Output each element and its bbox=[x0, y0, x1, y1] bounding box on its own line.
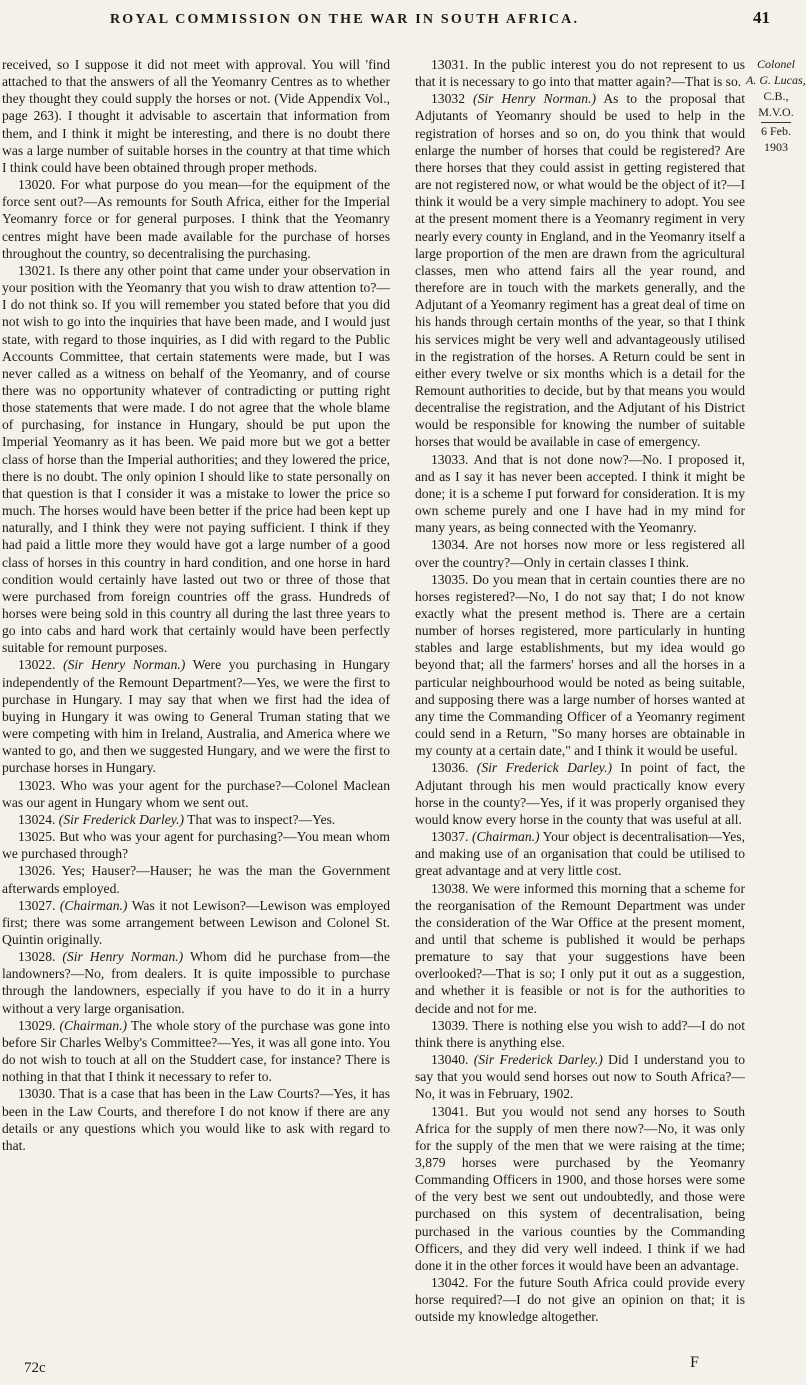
left-paragraph bbox=[2, 56, 390, 176]
speaker-name: (Sir Henry Norman.) bbox=[473, 91, 596, 107]
left-paragraph bbox=[2, 897, 390, 948]
question-number: 13024. bbox=[18, 811, 56, 827]
paragraph-text: In the public interest you do not represent to us that it is necessary to go into that matter again?—That is so. bbox=[415, 57, 745, 90]
right-paragraph bbox=[415, 1017, 745, 1051]
right-paragraph bbox=[415, 90, 745, 450]
left-paragraph bbox=[2, 1085, 390, 1154]
header-title: ROYAL COMMISSION ON THE WAR IN SOUTH AFRICA. bbox=[110, 12, 580, 27]
witness-margin-note bbox=[746, 56, 806, 155]
left-paragraph bbox=[2, 828, 390, 862]
paragraph-text: That was to inspect?—Yes. bbox=[187, 811, 336, 827]
left-paragraph bbox=[2, 656, 390, 776]
paragraph-text: We were informed this morning that a scheme for the reorganisation of the Remount Department was under the consideration of the War Office at the present moment, and until that scheme is published it would be perhaps premature to say that your suggestions have been overlooked?—That is so; I only put it out as a suggestion, and whether it is feasible or not is for the authorities to decide and not for me. bbox=[415, 880, 745, 1016]
paragraph-text: Yes; Hauser?—Hauser; he was the man the Government afterwards employed. bbox=[2, 863, 390, 896]
question-number: 13031. bbox=[431, 57, 469, 72]
question-number: 13022. bbox=[18, 657, 56, 673]
witness-rank: Colonel bbox=[757, 57, 795, 71]
paragraph-text: That is a case that has been in the Law Courts?—Yes, it has been in the Law Courts, and therefore I do not know if there are any details or any questions which you would like to ask with regard to that. bbox=[2, 1086, 391, 1153]
question-number: 13030. bbox=[18, 1086, 56, 1102]
paragraph-text: Are not horses now more or less registered all over the country?—Only in certain classes I think. bbox=[415, 537, 745, 570]
right-paragraph bbox=[415, 1274, 745, 1325]
right-paragraph bbox=[415, 1051, 745, 1102]
paragraph-text: And that is not done now?—No. I proposed it, and as I say it has never been accepted. I think it might be done; it is a scheme I put forward for consideration. It is my own scheme purely and one I have had in my mind for many years, as being connected with the Yeomanry. bbox=[415, 451, 745, 536]
question-number: 13028. bbox=[18, 949, 56, 965]
signature-mark: 72c bbox=[24, 1360, 46, 1376]
right-paragraph bbox=[415, 451, 745, 537]
speaker-name: (Sir Henry Norman.) bbox=[63, 657, 186, 673]
question-number: 13037. bbox=[431, 829, 469, 845]
left-paragraph bbox=[2, 862, 390, 896]
question-number: 13034. bbox=[431, 537, 469, 553]
paragraph-text: There is nothing else you wish to add?—I do not think there is anything else. bbox=[415, 1017, 745, 1050]
paragraph-text: Do you mean that in certain counties there are no horses registered?—No, I do not say that; I do not know exactly what the present method is. There are a certain number of horses registered, more particularly in hunting stables and large establishments, but my idea would go beyond that; all the farmers' horses and all the horses in a particular neighbourhood would be noted as being suitable, and supposing there was a large number of horses wanted at any time the Commanding Officer of a Yeomanry regiment could send in a Return, "So many horses are obtainable in my county at a certain date," and I think it would be useful. bbox=[415, 571, 745, 759]
question-number: 13033. bbox=[431, 451, 469, 467]
paragraph-text: Did I understand you to say that you would send horses out now to South Africa?—No, it was in February, 1902. bbox=[415, 1052, 746, 1102]
evidence-date: 6 Feb. 1903 bbox=[761, 124, 791, 154]
running-header bbox=[110, 8, 770, 28]
speaker-name: (Sir Henry Norman.) bbox=[62, 949, 184, 965]
left-text-column bbox=[2, 56, 390, 1154]
left-paragraph bbox=[2, 262, 390, 657]
question-number: 13027. bbox=[18, 897, 56, 913]
question-number: 13041. bbox=[431, 1103, 469, 1119]
paragraph-text: Whom did he purchase from—the landowners?—No, from dealers. It is quite impossible to purchase through the landowners, especially if you have to do it in a hurry without a very large organisation. bbox=[2, 949, 391, 1016]
witness-name: A. G. Lucas, bbox=[746, 73, 806, 87]
left-paragraph bbox=[2, 176, 390, 262]
paragraph-text: As to the proposal that Adjutants of Yeomanry should be used to help in the registration of horses and so on, do you think that would enlarge the number of horses that could be registered? Are there horses that they could assist in getting registered that are not registered now, or what would be the object of it?—I think it would be a very simple machinery to adopt. You see at the present moment there is a Yeomanry regiment in very nearly every county in England, and in the Yeomanry itself a large proportion of the men are drawn from the agricultural classes, men who attend fairs all the year round, and therefore are in touch with the markets generally, and the Adjutant of a Yeomanry regiment has a great deal of time on his hands through certain months of the year, so that I think his services might be very well and advantageously utilised in the registration of the horses. A Return could be sent in either every twelve or six months which is a detail for the Remount authorities to decide, but by that means you would decentralise the registration, and the Adjutant of his District would be responsible for knowing the number of suitable horses that would be available in case of emergency. bbox=[415, 91, 745, 450]
right-paragraph bbox=[415, 56, 745, 90]
right-paragraph bbox=[415, 571, 745, 760]
paragraph-text: For what purpose do you mean—for the equipment of the force sent out?—As remounts for South Africa, either for the Imperial Yeomanry force or for general purposes. I think that the Yeomanry centres might have been made available for the purchase of horses throughout the country, so decentralising the purchasing. bbox=[2, 177, 391, 261]
speaker-name: (Chairman.) bbox=[59, 897, 128, 913]
paragraph-text: Was it not Lewison?—Lewison was employed first; there was some arrangement between Lewison and Colonel St. Quintin originally. bbox=[2, 897, 391, 947]
question-number: 13021. bbox=[18, 262, 56, 278]
question-number: 13035. bbox=[431, 571, 469, 587]
right-paragraph bbox=[415, 880, 745, 1017]
paragraph-text: For the future South Africa could provide every horse required?—I do not give an opinion on that; it is outside my knowledge altogether. bbox=[415, 1275, 746, 1325]
question-number: 13042. bbox=[431, 1275, 469, 1291]
paragraph-text: received, so I suppose it did not meet with approval. You will 'find attached to that the answers of all the Yeomanry Centres as to whether they thought they could supply the horses or not. (Vide Appendix Vol., page 263). I thought it advisable to ascertain that information from them, and I think it might be interesting, and there is no doubt there was a large number of suitable horses in the country at that time which I think could have been obtained through proper methods. bbox=[2, 57, 390, 175]
speaker-name: (Sir Frederick Darley.) bbox=[476, 760, 613, 776]
paragraph-text: Were you purchasing in Hungary independently of the Remount Department?—Yes, we were the first to purchase in Hungary. I may say that when we first had the idea of buying in Hungary it was owing to General Truman stating that we were competing with him in Ireland, Australia, and America where we wanted to go, and then we suggested Hungary, and we were the first to purchase horses in Hungary. bbox=[2, 657, 391, 776]
question-number: 13039. bbox=[431, 1017, 469, 1033]
paragraph-text: The whole story of the purchase was gone into before Sir Charles Welby's Committee?—Yes, it was all gone into. You do not wish to touch at all on the Studdert case, for instance? There is nothing in that that I think it necessary to refer to. bbox=[2, 1017, 391, 1085]
paragraph-text: In point of fact, the Adjutant through his men would practically know every horse in the county?—Yes, if it was properly organised they would know every horse in the county that was useful at all. bbox=[415, 760, 745, 827]
speaker-name: (Sir Frederick Darley.) bbox=[473, 1052, 603, 1068]
sheet-signature: F bbox=[690, 1354, 699, 1371]
question-number: 13038. bbox=[431, 880, 469, 896]
right-paragraph bbox=[415, 1103, 745, 1275]
speaker-name: (Chairman.) bbox=[59, 1017, 128, 1033]
question-number: 13026. bbox=[18, 863, 56, 879]
question-number: 13029. bbox=[18, 1017, 56, 1033]
paragraph-text: Is there any other point that came under your observation in your position with the Yeomanry that you wish to draw attention to?—I do not think so. If you will remember you stated before that you did not wish to go into the inquiries that have been made, and I would just state, with regard to those inquiries, as I did with regard to the Public Accounts Committee, that certain statements were made, but I was never called as a witness on behalf of the Yeomanry, and of course there was no opportunity whatever of contradicting or putting right those statements that were made. I do not agree that the whole blame of purchasing, for instance in Hungary, should be put upon the Imperial Yeomanry as it has been. We paid more but we got a better class of horse than the Imperial authorities; and they lowered the price, there is no doubt. The only opinion I should like to state personally on that question is that I consider it was a mistake to lower the price so much. The horses would have been better if the price had been kept up naturally, and I think they were not paying sufficient. I think if they had paid a little more they would have got a large number of a good class of horses in this country in hard condition, and one horse in hard condition would certainly have lasted out two or three of those that were purchased from foreign countries off the grass. Hundreds of horses were being sold in this country all during the last three years to go into cabs and hard work that certainly would have been perfectly suitable for remount purposes. bbox=[2, 262, 390, 656]
question-number: 13020. bbox=[18, 177, 56, 193]
right-paragraph bbox=[415, 536, 745, 570]
page-number: 41 bbox=[753, 8, 770, 27]
paragraph-text: Who was your agent for the purchase?—Colonel Maclean was our agent in Hungary whom we sent out. bbox=[2, 777, 390, 810]
question-number: 13040. bbox=[431, 1052, 469, 1068]
speaker-name: (Chairman.) bbox=[471, 829, 540, 845]
question-number: 13036. bbox=[431, 760, 469, 776]
left-paragraph bbox=[2, 1017, 390, 1086]
right-text-column bbox=[415, 56, 745, 1326]
speaker-name: (Sir Frederick Darley.) bbox=[58, 811, 184, 827]
paragraph-text: But you would not send any horses to South Africa for the supply of men there now?—No, it was only for the supply of the men that we were raising at the time; 3,879 horses were purchased by the Yeomanry Commanding Officers in 1900, and those horses were some of the very best we sent out undoubtedly, and those were purchased on this system of decentralisation, being purchased in the various counties by the Commanding Officers, and they did very well indeed. I think if we had done it in the other forces it would have been an advantage. bbox=[415, 1103, 745, 1273]
left-paragraph bbox=[2, 777, 390, 811]
paragraph-text: Your object is decentralisation—Yes, and making use of an organisation that could be utilised to great advantage and at very little cost. bbox=[415, 829, 745, 879]
right-paragraph bbox=[415, 759, 745, 828]
witness-honours: C.B., M.V.O. bbox=[758, 89, 794, 119]
left-paragraph bbox=[2, 811, 390, 828]
paragraph-text: But who was your agent for purchasing?—You mean whom we purchased through? bbox=[2, 829, 390, 862]
question-number: 13032 bbox=[431, 91, 465, 107]
question-number: 13025. bbox=[18, 829, 56, 845]
question-number: 13023. bbox=[18, 777, 56, 793]
right-paragraph bbox=[415, 828, 745, 879]
left-paragraph bbox=[2, 948, 390, 1017]
